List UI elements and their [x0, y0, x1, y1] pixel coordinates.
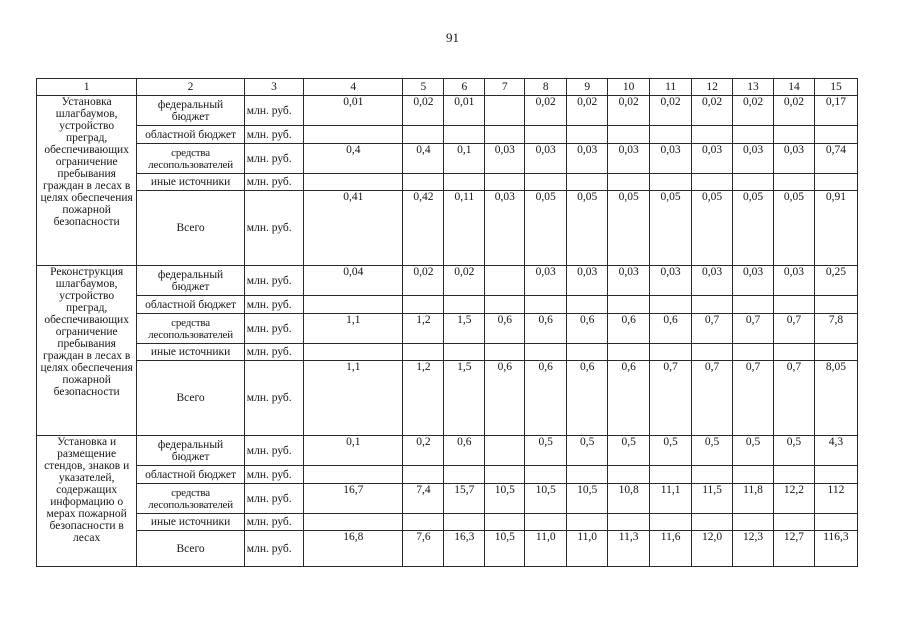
- value-cell: [692, 126, 733, 144]
- value-cell: 0,5: [692, 436, 733, 466]
- funding-source: средства лесопользователей: [137, 484, 244, 514]
- column-number-6: 6: [444, 79, 485, 96]
- value-cell: [304, 296, 403, 314]
- value-cell: 11,8: [733, 484, 774, 514]
- value-cell: 1,2: [403, 361, 444, 436]
- value-cell: 0,01: [304, 96, 403, 126]
- value-cell: 0,7: [773, 361, 814, 436]
- unit-of-measure: млн. руб.: [244, 266, 303, 296]
- value-cell: [444, 126, 485, 144]
- value-cell: 0,05: [608, 191, 650, 266]
- value-cell: 0,02: [525, 96, 567, 126]
- unit-of-measure: млн. руб.: [244, 314, 303, 344]
- value-cell: 0,5: [773, 436, 814, 466]
- value-cell: 16,8: [304, 531, 403, 567]
- value-cell: 0,03: [733, 144, 774, 174]
- value-cell: 0,03: [692, 144, 733, 174]
- value-cell: 1,5: [444, 314, 485, 344]
- value-cell: 0,02: [650, 96, 692, 126]
- value-cell: [444, 514, 485, 531]
- value-cell: [773, 466, 814, 484]
- value-cell: [650, 126, 692, 144]
- value-cell: 7,8: [814, 314, 857, 344]
- table-row: [37, 466, 858, 484]
- value-cell: [608, 296, 650, 314]
- value-cell: [567, 296, 608, 314]
- value-cell: [444, 174, 485, 191]
- value-cell: [650, 296, 692, 314]
- value-cell: [608, 174, 650, 191]
- table-row: [37, 296, 858, 314]
- value-cell: 0,02: [733, 96, 774, 126]
- value-cell: 12,3: [733, 531, 774, 567]
- value-cell: [608, 344, 650, 361]
- value-cell: [692, 174, 733, 191]
- value-cell: 0,02: [692, 96, 733, 126]
- value-cell: [650, 466, 692, 484]
- value-cell: [814, 466, 857, 484]
- value-cell: [692, 466, 733, 484]
- value-cell: 0,03: [567, 266, 608, 296]
- column-number-11: 11: [650, 79, 692, 96]
- value-cell: 0,02: [608, 96, 650, 126]
- value-cell: [525, 466, 567, 484]
- value-cell: 0,1: [304, 436, 403, 466]
- value-cell: [403, 344, 444, 361]
- value-cell: [403, 466, 444, 484]
- column-number-12: 12: [692, 79, 733, 96]
- value-cell: [567, 126, 608, 144]
- value-cell: [304, 514, 403, 531]
- value-cell: 0,6: [567, 314, 608, 344]
- unit-of-measure: млн. руб.: [244, 144, 303, 174]
- value-cell: [485, 296, 525, 314]
- value-cell: [608, 126, 650, 144]
- value-cell: 0,6: [485, 361, 525, 436]
- value-cell: [304, 174, 403, 191]
- table-row: [37, 314, 858, 344]
- value-cell: 0,5: [650, 436, 692, 466]
- value-cell: [650, 344, 692, 361]
- value-cell: 0,7: [692, 361, 733, 436]
- value-cell: 0,6: [608, 361, 650, 436]
- page-number: 91: [446, 30, 459, 45]
- column-number-13: 13: [733, 79, 774, 96]
- funding-source: Всего: [137, 191, 244, 266]
- value-cell: 0,7: [733, 314, 774, 344]
- value-cell: 0,05: [692, 191, 733, 266]
- value-cell: [567, 344, 608, 361]
- value-cell: 0,41: [304, 191, 403, 266]
- funding-source: Всего: [137, 531, 244, 567]
- budget-table: [36, 78, 858, 567]
- value-cell: 0,03: [650, 266, 692, 296]
- activity-name: Реконструкция шлагбаумов, устройство преград, обеспечивающих ограничение пребывания граждан в лесах в целях обеспечения пожарной безопасности: [37, 266, 137, 436]
- value-cell: [773, 514, 814, 531]
- value-cell: 0,03: [692, 266, 733, 296]
- value-cell: 11,6: [650, 531, 692, 567]
- value-cell: 1,1: [304, 361, 403, 436]
- column-number-3: 3: [244, 79, 303, 96]
- value-cell: 16,3: [444, 531, 485, 567]
- value-cell: [525, 126, 567, 144]
- value-cell: [814, 344, 857, 361]
- value-cell: 0,02: [773, 96, 814, 126]
- value-cell: 1,5: [444, 361, 485, 436]
- value-cell: 0,6: [444, 436, 485, 466]
- value-cell: 1,1: [304, 314, 403, 344]
- table-row: [37, 191, 858, 266]
- value-cell: 0,03: [525, 144, 567, 174]
- unit-of-measure: млн. руб.: [244, 466, 303, 484]
- funding-source: федеральный бюджет: [137, 96, 244, 126]
- header-row: [37, 79, 858, 96]
- value-cell: [733, 126, 774, 144]
- value-cell: 16,7: [304, 484, 403, 514]
- funding-source: средства лесопользователей: [137, 314, 244, 344]
- value-cell: [485, 466, 525, 484]
- funding-source: федеральный бюджет: [137, 266, 244, 296]
- value-cell: [567, 466, 608, 484]
- column-number-5: 5: [403, 79, 444, 96]
- value-cell: [444, 344, 485, 361]
- value-cell: 0,74: [814, 144, 857, 174]
- value-cell: 0,03: [733, 266, 774, 296]
- value-cell: 15,7: [444, 484, 485, 514]
- value-cell: 12,2: [773, 484, 814, 514]
- value-cell: 0,02: [403, 96, 444, 126]
- value-cell: [814, 296, 857, 314]
- value-cell: [304, 466, 403, 484]
- value-cell: 0,5: [733, 436, 774, 466]
- value-cell: 0,05: [733, 191, 774, 266]
- value-cell: 0,02: [403, 266, 444, 296]
- value-cell: 10,5: [567, 484, 608, 514]
- column-number-2: 2: [137, 79, 244, 96]
- funding-source: областной бюджет: [137, 296, 244, 314]
- value-cell: 0,7: [692, 314, 733, 344]
- value-cell: 0,6: [567, 361, 608, 436]
- value-cell: 0,6: [650, 314, 692, 344]
- table-row: [37, 484, 858, 514]
- unit-of-measure: млн. руб.: [244, 436, 303, 466]
- table-row: [37, 126, 858, 144]
- value-cell: 0,4: [304, 144, 403, 174]
- value-cell: [485, 436, 525, 466]
- table-row: [37, 144, 858, 174]
- value-cell: [692, 514, 733, 531]
- value-cell: [485, 266, 525, 296]
- value-cell: [525, 174, 567, 191]
- value-cell: 0,7: [650, 361, 692, 436]
- value-cell: 0,05: [525, 191, 567, 266]
- column-number-8: 8: [525, 79, 567, 96]
- column-number-15: 15: [814, 79, 857, 96]
- value-cell: [692, 344, 733, 361]
- value-cell: [403, 296, 444, 314]
- value-cell: [525, 296, 567, 314]
- value-cell: 11,5: [692, 484, 733, 514]
- value-cell: 0,03: [608, 266, 650, 296]
- unit-of-measure: млн. руб.: [244, 296, 303, 314]
- value-cell: [773, 344, 814, 361]
- value-cell: 0,03: [773, 266, 814, 296]
- value-cell: 10,5: [485, 484, 525, 514]
- value-cell: [608, 514, 650, 531]
- unit-of-measure: млн. руб.: [244, 174, 303, 191]
- unit-of-measure: млн. руб.: [244, 361, 303, 436]
- value-cell: [403, 514, 444, 531]
- value-cell: 0,03: [525, 266, 567, 296]
- value-cell: 0,02: [444, 266, 485, 296]
- funding-source: областной бюджет: [137, 466, 244, 484]
- unit-of-measure: млн. руб.: [244, 514, 303, 531]
- value-cell: 11,0: [525, 531, 567, 567]
- value-cell: [444, 296, 485, 314]
- value-cell: 0,11: [444, 191, 485, 266]
- value-cell: [567, 514, 608, 531]
- value-cell: 10,8: [608, 484, 650, 514]
- value-cell: [773, 296, 814, 314]
- column-number-7: 7: [485, 79, 525, 96]
- unit-of-measure: млн. руб.: [244, 531, 303, 567]
- value-cell: 0,42: [403, 191, 444, 266]
- table-row: [37, 436, 858, 466]
- unit-of-measure: млн. руб.: [244, 484, 303, 514]
- value-cell: 10,5: [525, 484, 567, 514]
- column-number-9: 9: [567, 79, 608, 96]
- value-cell: 0,5: [608, 436, 650, 466]
- value-cell: 0,05: [567, 191, 608, 266]
- value-cell: [525, 514, 567, 531]
- column-number-10: 10: [608, 79, 650, 96]
- value-cell: [814, 126, 857, 144]
- funding-source: областной бюджет: [137, 126, 244, 144]
- value-cell: [733, 466, 774, 484]
- value-cell: 0,7: [733, 361, 774, 436]
- unit-of-measure: млн. руб.: [244, 96, 303, 126]
- value-cell: 0,4: [403, 144, 444, 174]
- value-cell: [485, 344, 525, 361]
- value-cell: 112: [814, 484, 857, 514]
- value-cell: [304, 344, 403, 361]
- value-cell: 0,25: [814, 266, 857, 296]
- column-number-4: 4: [304, 79, 403, 96]
- activity-name: Установка и размещение стендов, знаков и указателей, содержащих информацию о мерах пожарной безопасности в лесах: [37, 436, 137, 567]
- value-cell: 0,03: [485, 191, 525, 266]
- value-cell: [525, 344, 567, 361]
- value-cell: 11,0: [567, 531, 608, 567]
- column-number-1: 1: [37, 79, 137, 96]
- value-cell: [485, 174, 525, 191]
- table-row: [37, 96, 858, 126]
- value-cell: [814, 174, 857, 191]
- funding-source: иные источники: [137, 514, 244, 531]
- table-row: [37, 514, 858, 531]
- value-cell: [733, 514, 774, 531]
- table-row: [37, 344, 858, 361]
- value-cell: 0,17: [814, 96, 857, 126]
- value-cell: 1,2: [403, 314, 444, 344]
- value-cell: [485, 126, 525, 144]
- value-cell: [403, 126, 444, 144]
- value-cell: 7,6: [403, 531, 444, 567]
- funding-source: средства лесопользователей: [137, 144, 244, 174]
- value-cell: [814, 514, 857, 531]
- value-cell: [403, 174, 444, 191]
- value-cell: 0,7: [773, 314, 814, 344]
- value-cell: 0,6: [608, 314, 650, 344]
- value-cell: 11,1: [650, 484, 692, 514]
- unit-of-measure: млн. руб.: [244, 126, 303, 144]
- value-cell: 0,5: [525, 436, 567, 466]
- table-row: [37, 361, 858, 436]
- value-cell: [304, 126, 403, 144]
- funding-source: иные источники: [137, 344, 244, 361]
- unit-of-measure: млн. руб.: [244, 344, 303, 361]
- value-cell: 0,91: [814, 191, 857, 266]
- value-cell: [773, 174, 814, 191]
- value-cell: [485, 514, 525, 531]
- value-cell: 116,3: [814, 531, 857, 567]
- value-cell: 7,4: [403, 484, 444, 514]
- value-cell: 0,2: [403, 436, 444, 466]
- value-cell: [773, 126, 814, 144]
- value-cell: 0,05: [773, 191, 814, 266]
- value-cell: 0,1: [444, 144, 485, 174]
- value-cell: 0,03: [773, 144, 814, 174]
- funding-source: Всего: [137, 361, 244, 436]
- value-cell: [733, 296, 774, 314]
- value-cell: 12,0: [692, 531, 733, 567]
- value-cell: 8,05: [814, 361, 857, 436]
- table-row: [37, 531, 858, 567]
- value-cell: [444, 466, 485, 484]
- activity-name: Установка шлагбаумов, устройство преград, обеспечивающих ограничение пребывания граждан в лесах в целях обеспечения пожарной безопасности: [37, 96, 137, 266]
- table-row: [37, 266, 858, 296]
- value-cell: [485, 96, 525, 126]
- table-row: [37, 174, 858, 191]
- column-number-14: 14: [773, 79, 814, 96]
- value-cell: 0,03: [567, 144, 608, 174]
- value-cell: 0,04: [304, 266, 403, 296]
- value-cell: [692, 296, 733, 314]
- value-cell: [567, 174, 608, 191]
- value-cell: 0,6: [485, 314, 525, 344]
- value-cell: 10,5: [485, 531, 525, 567]
- value-cell: [733, 174, 774, 191]
- unit-of-measure: млн. руб.: [244, 191, 303, 266]
- value-cell: 11,3: [608, 531, 650, 567]
- value-cell: 0,5: [567, 436, 608, 466]
- value-cell: 0,6: [525, 361, 567, 436]
- value-cell: 0,03: [650, 144, 692, 174]
- funding-source: федеральный бюджет: [137, 436, 244, 466]
- value-cell: 0,03: [485, 144, 525, 174]
- value-cell: 0,01: [444, 96, 485, 126]
- value-cell: 0,02: [567, 96, 608, 126]
- value-cell: [608, 466, 650, 484]
- value-cell: 0,6: [525, 314, 567, 344]
- value-cell: 0,03: [608, 144, 650, 174]
- value-cell: 12,7: [773, 531, 814, 567]
- value-cell: [650, 514, 692, 531]
- value-cell: [650, 174, 692, 191]
- funding-source: иные источники: [137, 174, 244, 191]
- value-cell: 4,3: [814, 436, 857, 466]
- value-cell: 0,05: [650, 191, 692, 266]
- value-cell: [733, 344, 774, 361]
